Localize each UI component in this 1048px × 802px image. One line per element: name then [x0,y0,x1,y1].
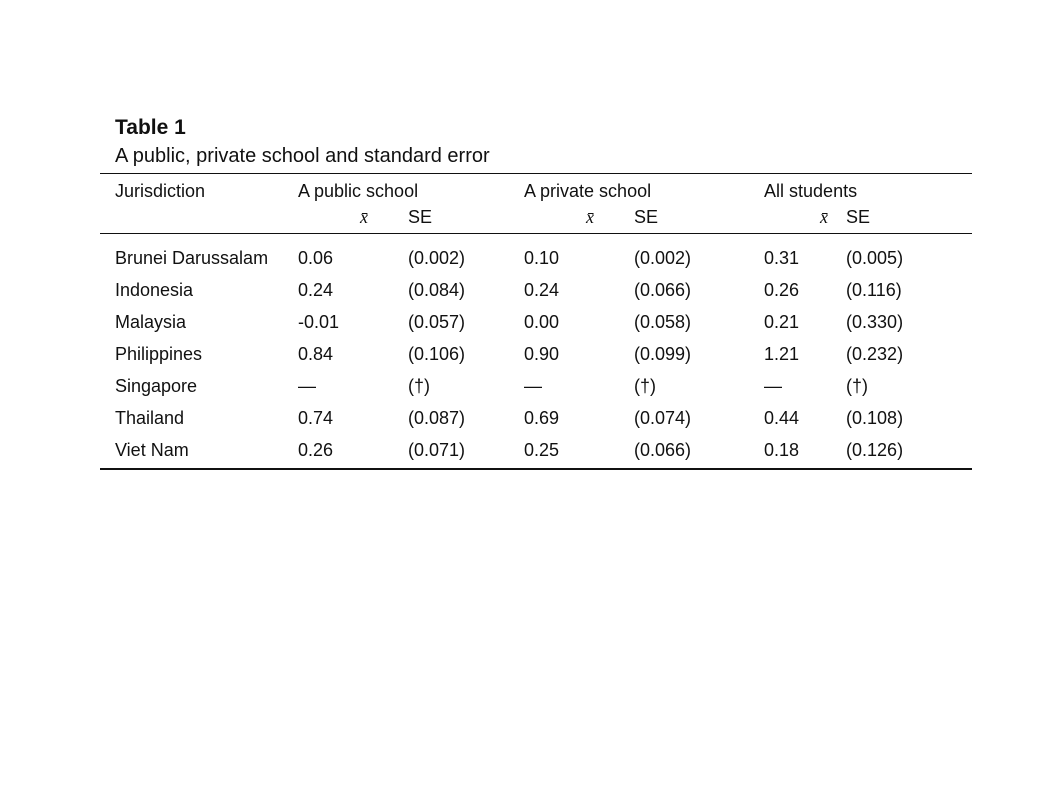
cell-public-se: (0.002) [408,247,466,268]
cell-jurisdiction: Indonesia [115,279,194,300]
table-row [100,338,972,370]
header-all-se: SE [846,203,972,234]
cell-private-mean: — [524,375,543,396]
header-all-mean: x̄ [764,203,846,234]
cell-all-mean: 0.26 [764,279,800,300]
header-private-school: A private school [524,174,764,204]
cell-public-mean: 0.24 [298,279,334,300]
table-title: Table 1 [115,116,186,139]
cell-private-se: (0.002) [634,247,692,268]
header-private-mean: x̄ [524,203,634,234]
cell-private-mean: 0.69 [524,407,560,428]
cell-jurisdiction: Malaysia [115,311,187,332]
cell-private-se: (0.074) [634,407,692,428]
cell-private-se: (†) [634,375,657,396]
cell-private-se: (0.099) [634,343,692,364]
table-row [100,274,972,306]
cell-jurisdiction: Brunei Darussalam [115,247,269,268]
cell-jurisdiction: Philippines [115,343,203,364]
cell-public-mean: 0.26 [298,434,408,469]
table-container [100,115,972,470]
cell-jurisdiction: Thailand [115,407,185,428]
cell-all-se: (0.108) [846,407,904,428]
cell-public-se: (0.057) [408,311,466,332]
cell-public-se: (0.087) [408,407,466,428]
table-row [100,306,972,338]
header-public-school: A public school [298,174,524,204]
cell-jurisdiction: Singapore [115,375,198,396]
table-body [100,234,972,470]
table-row [100,370,972,402]
cell-all-mean: 0.18 [764,434,846,469]
header-public-mean: x̄ [298,203,408,234]
cell-all-se: (0.116) [846,279,902,300]
cell-private-mean: 0.24 [524,279,560,300]
cell-private-se: (0.066) [634,434,764,469]
table-row [100,402,972,434]
cell-public-mean: — [298,375,316,396]
table-row [100,234,972,275]
cell-all-mean: 1.21 [764,343,800,364]
cell-all-se: (0.232) [846,343,904,364]
cell-private-se: (0.058) [634,311,692,332]
cell-all-mean: — [764,375,783,396]
cell-private-mean: 0.90 [524,343,560,364]
cell-all-se: (0.330) [846,311,904,332]
header-public-se: SE [408,203,524,234]
cell-public-se: (†) [408,375,430,396]
cell-public-se: (0.106) [408,343,466,364]
cell-private-mean: 0.00 [524,311,560,332]
cell-all-se: (†) [846,375,869,396]
header-private-se: SE [634,203,764,234]
header-all-students: All students [764,174,972,204]
cell-public-mean: -0.01 [298,311,340,332]
cell-public-se: (0.084) [408,279,466,300]
cell-private-mean: 0.25 [524,434,634,469]
cell-jurisdiction: Viet Nam [100,434,298,469]
cell-private-mean: 0.10 [524,247,560,268]
cell-all-se: (0.005) [846,247,904,268]
table-subtitle: A public, private school and standard error [115,145,490,167]
cell-all-mean: 0.44 [764,407,800,428]
cell-private-se: (0.066) [634,279,692,300]
cell-all-se: (0.126) [846,434,972,469]
header-spacer [100,203,298,234]
cell-public-mean: 0.06 [298,247,334,268]
cell-all-mean: 0.31 [764,247,800,268]
header-jurisdiction: Jurisdiction [100,174,298,204]
cell-public-mean: 0.84 [298,343,334,364]
data-table [100,173,972,470]
cell-public-se: (0.071) [408,434,524,469]
table-row [100,434,972,469]
cell-all-mean: 0.21 [764,311,800,332]
cell-public-mean: 0.74 [298,407,334,428]
table-header [100,174,972,234]
